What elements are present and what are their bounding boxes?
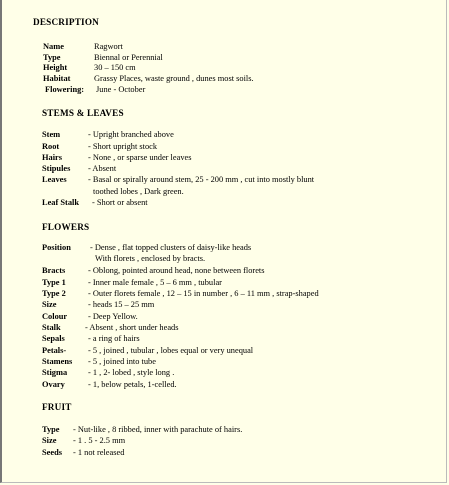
description-label-height: Height — [43, 63, 68, 72]
section-heading-fruit: FRUIT — [42, 402, 72, 412]
stems-label-root: Root — [42, 142, 60, 151]
stems-label-stem: Stem — [42, 130, 61, 139]
description-value-name: Ragwort — [94, 42, 123, 51]
stems-label-hairs: Hairs — [42, 153, 63, 162]
description-value-type: Biennal or Perennial — [94, 53, 163, 62]
stems-value-leaves: - Basal or spirally around stem, 25 - 200 mm , cut into mostly blunt — [88, 175, 315, 184]
flowers-value-petals: - 5 , joined , tubular , lobes equal or very unequal — [88, 346, 254, 355]
flowers-label-stigma: Stigma — [42, 368, 68, 377]
flowers-label-petals: Petals- — [42, 346, 67, 355]
fruit-value-seeds: - 1 not released — [73, 448, 125, 457]
description-label-name: Name — [43, 42, 64, 51]
fruit-label-seeds: Seeds — [42, 448, 63, 457]
flowers-label-colour: Colour — [42, 312, 68, 321]
flowers-value-bracts: - Oblong, pointed around head, none between florets — [88, 266, 265, 275]
description-value-habitat: Grassy Places, waste ground , dunes most soils. — [94, 74, 254, 83]
description-label-habitat: Habitat — [43, 74, 71, 83]
flowers-label-sepals: Sepals — [42, 334, 65, 343]
flowers-value-stalk: - Absent , short under heads — [85, 323, 179, 332]
stems-value-leaves-continued: toothed lobes , Dark green. — [93, 187, 184, 196]
stems-label-leaf-stalk: Leaf Stalk — [42, 198, 79, 207]
flowers-label-type-1: Type 1 — [42, 278, 66, 287]
flowers-value-size: - heads 15 – 25 mm — [88, 300, 155, 309]
description-value-flowering: June - October — [96, 85, 146, 94]
flowers-label-ovary: Ovary — [42, 380, 65, 389]
flowers-label-position: Position — [42, 243, 71, 252]
section-heading-stems-leaves: STEMS & LEAVES — [42, 108, 124, 118]
description-value-height: 30 – 150 cm — [94, 63, 136, 72]
fruit-label-type: Type — [42, 425, 60, 434]
flowers-value-ovary: - 1, below petals, 1-celled. — [88, 380, 177, 389]
flowers-label-bracts: Bracts — [42, 266, 66, 275]
stems-value-stem: - Upright branched above — [88, 130, 174, 139]
fruit-value-type: - Nut-like , 8 ribbed, inner with parachute of hairs. — [73, 425, 243, 434]
flowers-label-stamens: Stamens — [42, 357, 73, 366]
flowers-value-type-1: - Inner male female , 5 – 6 mm , tubular — [88, 278, 222, 287]
stems-value-root: - Short upright stock — [88, 142, 158, 151]
section-heading-description: DESCRIPTION — [33, 17, 100, 27]
flowers-label-size: Size — [42, 300, 57, 309]
stems-label-leaves: Leaves — [42, 175, 67, 184]
stems-value-hairs: - None , or sparse under leaves — [88, 153, 192, 162]
flowers-value-sepals: - a ring of hairs — [88, 334, 140, 343]
stems-label-stipules: Stipules — [42, 164, 71, 173]
fruit-value-size: - 1 . 5 - 2.5 mm — [73, 436, 126, 445]
flowers-value-stigma: - 1 , 2- lobed , style long . — [88, 368, 175, 377]
stems-value-stipules: - Absent — [88, 164, 117, 173]
flowers-value-type-2: - Outer florets female , 12 – 15 in number , 6 – 11 mm , strap-shaped — [88, 289, 319, 298]
flowers-value-stamens: - 5 , joined into tube — [88, 357, 156, 366]
description-label-type: Type — [43, 53, 61, 62]
description-label-flowering: Flowering: — [45, 85, 85, 94]
section-heading-flowers: FLOWERS — [42, 222, 90, 232]
flowers-value-position: - Dense , flat topped clusters of daisy-like heads — [90, 243, 252, 252]
flowers-value-colour: - Deep Yellow. — [88, 312, 138, 321]
stems-value-leaf-stalk: - Short or absent — [92, 198, 148, 207]
fruit-label-size: Size — [42, 436, 57, 445]
flowers-value-position-continued: With florets , enclosed by bracts. — [95, 254, 206, 263]
flowers-label-stalk: Stalk — [42, 323, 61, 332]
flowers-label-type-2: Type 2 — [42, 289, 66, 298]
